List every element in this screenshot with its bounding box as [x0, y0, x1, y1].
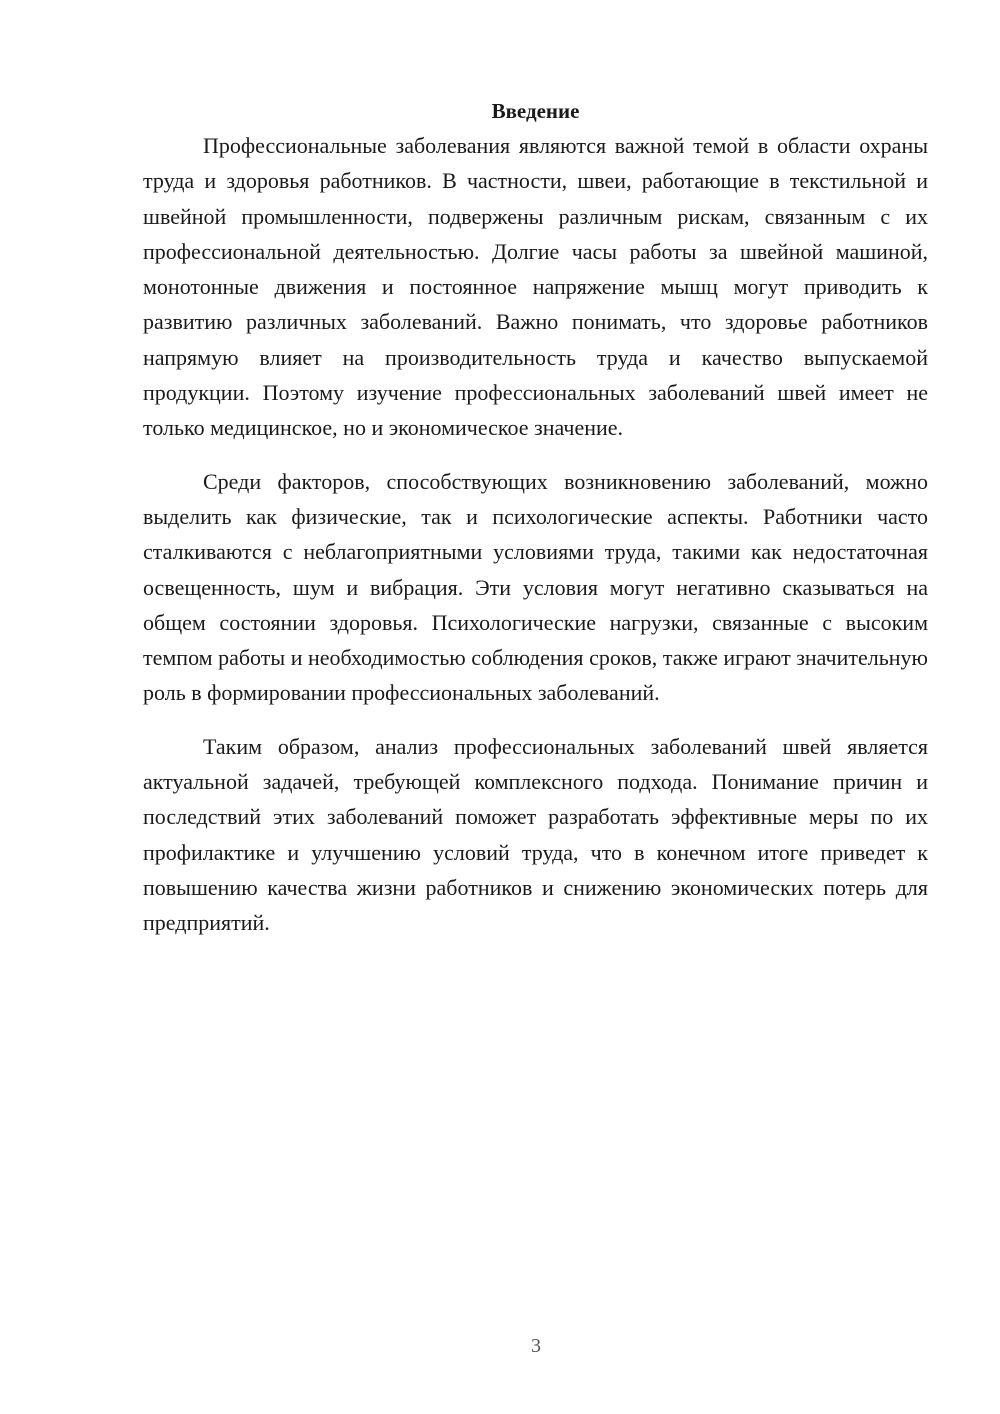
page-number: 3: [531, 1335, 541, 1357]
paragraph-2: Среди факторов, способствующих возникновению заболеваний, можно выделить как физические, так и психологические аспекты. Работники часто сталкиваются с неблагоприятными условиями труда, такими как недостаточная освещенность, шум и вибрация. Эти условия могут негативно сказываться на общем состоянии здоровья. Психологические нагрузки, связанные с высоким темпом работы и необходимостью соблюдения сроков, также играют значительную роль в формировании профессиональных заболеваний.: [143, 468, 928, 706]
page-content: [143, 94, 928, 941]
section-heading: Введение: [491, 99, 580, 123]
paragraph-3: Таким образом, анализ профессиональных заболеваний швей является актуальной задачей, требующей комплексного подхода. Понимание причин и последствий этих заболеваний поможет разработать эффективные меры по их профилактике и улучшению условий труда, что в конечном итоге приведет к повышению качества жизни работников и снижению экономических потерь для предприятий.: [143, 733, 928, 936]
paragraph-1: Профессиональные заболевания являются важной темой в области охраны труда и здоровья работников. В частности, швеи, работающие в текстильной и швейной промышленности, подвержены различным рискам, связанным с их профессиональной деятельностью. Долгие часы работы за швейной машиной, монотонные движения и постоянное напряжение мышц могут приводить к развитию различных заболеваний. Важно понимать, что здоровье работников напрямую влияет на производительность труда и качество выпускаемой продукции. Поэтому изучение профессиональных заболеваний швей имеет не только медицинское, но и экономическое значение.: [143, 133, 928, 441]
